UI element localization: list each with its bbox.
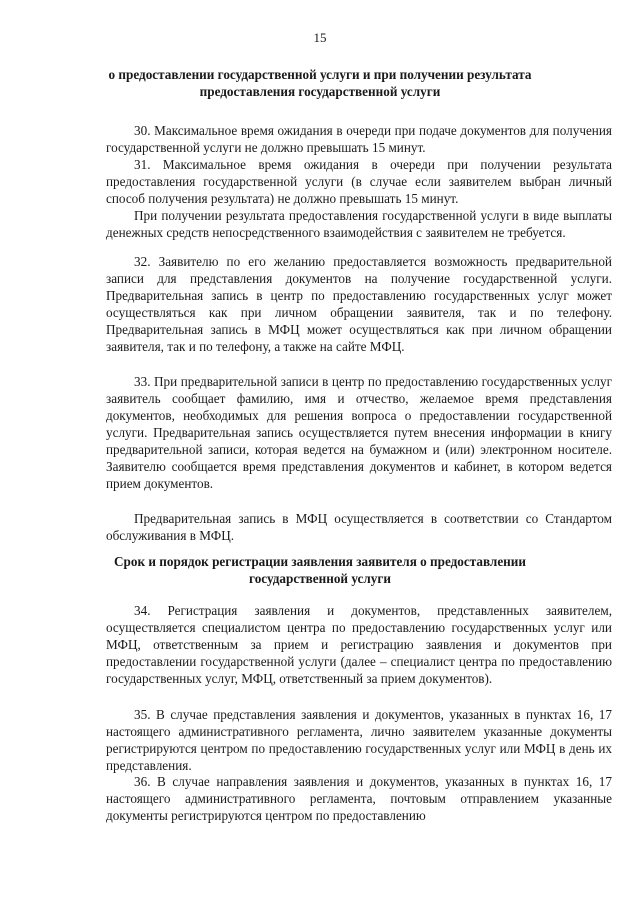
section-heading-registration: Срок и порядок регистрации заявления заявителя о предоставлении государственной услуги (114, 554, 526, 586)
paragraph-36: 36. В случае направления заявления и документов, указанных в пунктах 16, 17 настоящего административного регламента, почтовым отправлением указанные документы регистрируются центром по предоставлению (106, 774, 612, 823)
paragraph-32: 32. Заявителю по его желанию предоставляется возможность предварительной записи для представления документов на получение государственной услуги. Предварительная запись в центр по предоставлению государственных услуг может осуществляться как при личном обращении заявителя, так и по телефону. Предварительная запись в МФЦ может осуществляться как при личном обращении заявителя, так и по телефону, а также на сайте МФЦ. (106, 254, 612, 354)
paragraph-33-continuation: Предварительная запись в МФЦ осуществляется в соответствии со Стандартом обслуживания в МФЦ. (106, 511, 612, 543)
paragraph-35: 35. В случае представления заявления и документов, указанных в пунктах 16, 17 настоящего административного регламента, лично заявителем указанные документы регистрируются центром по предоставлению государственных услуг или МФЦ в день их представления. (106, 707, 612, 773)
paragraph-31-continuation: При получении результата предоставления государственной услуги в виде выплаты денежных средств непосредственного взаимодействия с заявителем не требуется. (106, 208, 612, 240)
paragraph-34: 34. Регистрация заявления и документов, представленных заявителем, осуществляется специалистом центра по предоставлению государственных услуг или МФЦ, ответственным за прием и регистрацию заявления и документов при предоставлении государственной услуги (далее – специалист центра по предоставлению государственных услуг, МФЦ, ответственный за прием документов). (106, 603, 612, 686)
section-heading-queue: о предоставлении государственной услуги и при получении результата предоставления государственной услуги (108, 67, 532, 99)
paragraph-33: 33. При предварительной записи в центр по предоставлению государственных услуг заявитель сообщает фамилию, имя и отчество, желаемое время представления документов, необходимых для решения вопроса о предоставлении государственной услуги. Предварительная запись осуществляется путем внесения информации в книгу предварительной записи, которая ведется на бумажном и (или) электронном носителе. Заявителю сообщается время представления документов и кабинет, в котором ведется прием документов. (106, 374, 612, 491)
paragraph-31: 31. Максимальное время ожидания в очереди при получении результата предоставления государственной услуги (в случае если заявителем выбран личный способ получения результата) не должно превышать 15 минут. (106, 157, 612, 206)
paragraph-30: 30. Максимальное время ожидания в очереди при подаче документов для получения государственной услуги не должно превышать 15 минут. (106, 123, 612, 155)
page-number: 15 (313, 30, 327, 45)
